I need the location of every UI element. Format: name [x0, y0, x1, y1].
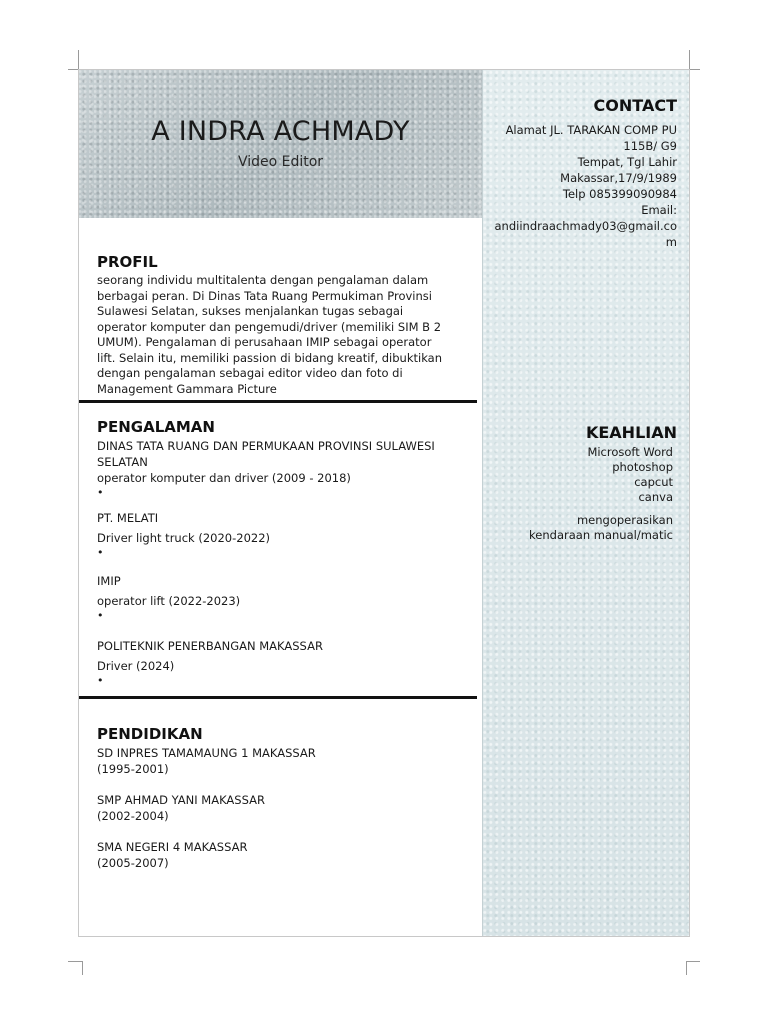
section-divider: [79, 400, 477, 403]
contact-details: [487, 122, 677, 250]
bullet-point: •: [97, 674, 104, 687]
school-name: SMA NEGERI 4 MAKASSAR: [97, 840, 248, 854]
experience-org: PT. MELATI: [97, 511, 159, 525]
bullet-point: •: [97, 609, 104, 622]
experience-item: [97, 510, 472, 560]
experience-position: operator komputer dan driver (2009 - 2018): [97, 471, 351, 485]
experience-item: [97, 573, 472, 623]
experience-position: Driver light truck (2020-2022): [97, 531, 271, 545]
bullet-point: •: [97, 486, 104, 499]
contact-title: CONTACT: [593, 96, 677, 115]
education-item: [97, 792, 472, 824]
candidate-role: Video Editor: [237, 154, 324, 170]
sidebar: [482, 70, 689, 936]
skill-item: canva: [638, 490, 673, 504]
school-years: (1995-2001): [97, 762, 169, 776]
contact-phone: Telp 085399090984: [562, 187, 677, 201]
contact-address-unit: 115B/ G9: [623, 139, 677, 153]
experience-item: [97, 638, 472, 688]
skills-title: KEAHLIAN: [585, 423, 677, 442]
crop-mark: [690, 69, 700, 70]
education-title: PENDIDIKAN: [97, 725, 203, 743]
skills-list: [483, 445, 673, 505]
skill-item: Microsoft Word: [587, 445, 673, 459]
experience-org: POLITEKNIK PENERBANGAN MAKASSAR: [97, 639, 323, 653]
profile-text: seorang individu multitalenta dengan pengalaman dalam berbagai peran. Di Dinas Tata Ruang Permukiman Provinsi Sulawesi Selatan, sukses menjalankan tugas sebagai operator komputer dan pengemudi/driver (memiliki SIM B 2 UMUM). Pengalaman di perusahaan IMIP sebagai operator lift. Selain itu, memiliki passion di bidang kreatif, dibuktikan dengan pengalaman sebagai editor video dan foto di Management Gammara Picture: [97, 273, 442, 396]
skill-item: capcut: [634, 475, 673, 489]
contact-birth-label: Tempat, Tgl Lahir: [577, 155, 677, 169]
crop-mark: [689, 50, 690, 69]
skill-item: photoshop: [612, 460, 673, 474]
school-name: SD INPRES TAMAMAUNG 1 MAKASSAR: [97, 746, 316, 760]
crop-mark: [686, 961, 687, 975]
experience-org: DINAS TATA RUANG DAN PERMUKAAN PROVINSI SULAWESI SELATAN: [97, 439, 435, 469]
contact-email[interactable]: andiindraachmady03@gmail.com: [494, 219, 677, 249]
experience-item: [97, 438, 472, 500]
contact-birth-date: Makassar,17/9/1989: [560, 171, 677, 185]
crop-mark: [78, 50, 79, 69]
crop-mark: [686, 961, 700, 962]
experience-position: operator lift (2022-2023): [97, 594, 241, 608]
experience-position: Driver (2024): [97, 659, 175, 673]
school-years: (2005-2007): [97, 856, 169, 870]
section-divider: [79, 696, 477, 699]
education-item: [97, 745, 472, 777]
education-item: [97, 839, 472, 871]
contact-email-label: Email:: [641, 203, 677, 217]
experience-org: IMIP: [97, 574, 121, 588]
bullet-point: •: [97, 546, 104, 559]
crop-mark: [68, 69, 78, 70]
crop-mark: [68, 961, 82, 962]
candidate-name: A INDRA ACHMADY: [151, 116, 410, 147]
crop-mark: [82, 961, 83, 975]
school-name: SMP AHMAD YANI MAKASSAR: [97, 793, 265, 807]
contact-address: Alamat JL. TARAKAN COMP PU: [505, 123, 677, 137]
skill-driving: mengoperasikan kendaraan manual/matic: [529, 513, 673, 542]
experience-title: PENGALAMAN: [97, 418, 215, 436]
profile-title: PROFIL: [97, 253, 158, 271]
resume-page: [78, 69, 690, 937]
school-years: (2002-2004): [97, 809, 169, 823]
header-banner: [79, 70, 482, 218]
